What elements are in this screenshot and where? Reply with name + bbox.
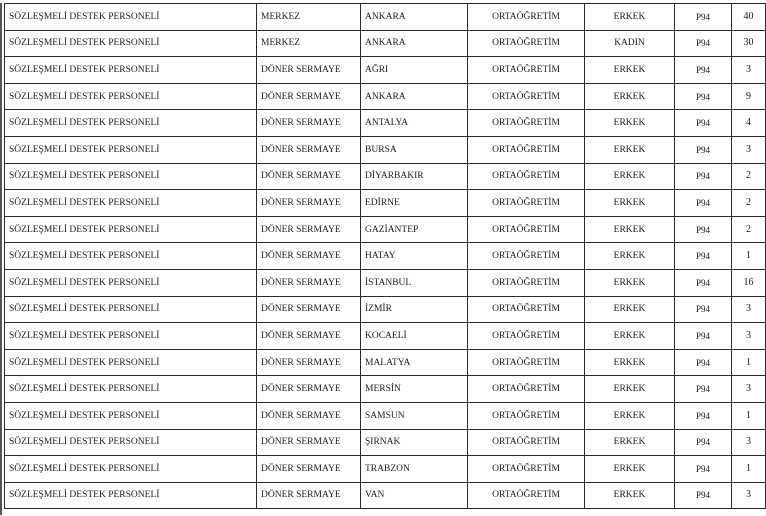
- province-cell: İZMİR: [361, 296, 468, 323]
- position-count-cell: 1: [732, 349, 766, 376]
- position-count-cell: 3: [732, 482, 766, 509]
- unit-cell: DÖNER SERMAYE: [257, 429, 361, 456]
- position-count-cell: 3: [732, 429, 766, 456]
- score-type-cell: P94: [675, 323, 732, 350]
- province-cell: ANKARA: [361, 83, 468, 110]
- position-count-cell: 1: [732, 402, 766, 429]
- table-row: [5, 30, 766, 57]
- education-level-cell: ORTAÖĞRETİM: [468, 296, 585, 323]
- gender-cell: ERKEK: [585, 136, 675, 163]
- table-row: [5, 456, 766, 483]
- gender-cell: ERKEK: [585, 216, 675, 243]
- unit-cell: MERKEZ: [257, 30, 361, 57]
- unit-cell: DÖNER SERMAYE: [257, 269, 361, 296]
- table-row: [5, 4, 766, 31]
- score-type-cell: P94: [675, 429, 732, 456]
- education-level-cell: ORTAÖĞRETİM: [468, 30, 585, 57]
- position-title-cell: SÖZLEŞMELİ DESTEK PERSONELİ: [5, 376, 257, 403]
- position-title-cell: SÖZLEŞMELİ DESTEK PERSONELİ: [5, 163, 257, 190]
- province-cell: SAMSUN: [361, 402, 468, 429]
- position-title-cell: SÖZLEŞMELİ DESTEK PERSONELİ: [5, 429, 257, 456]
- gender-cell: ERKEK: [585, 190, 675, 217]
- gender-cell: ERKEK: [585, 296, 675, 323]
- table-row: [5, 136, 766, 163]
- education-level-cell: ORTAÖĞRETİM: [468, 216, 585, 243]
- education-level-cell: ORTAÖĞRETİM: [468, 83, 585, 110]
- education-level-cell: ORTAÖĞRETİM: [468, 4, 585, 31]
- position-title-cell: SÖZLEŞMELİ DESTEK PERSONELİ: [5, 30, 257, 57]
- score-type-cell: P94: [675, 110, 732, 137]
- position-title-cell: SÖZLEŞMELİ DESTEK PERSONELİ: [5, 57, 257, 84]
- position-title-cell: SÖZLEŞMELİ DESTEK PERSONELİ: [5, 190, 257, 217]
- table-row: [5, 163, 766, 190]
- unit-cell: DÖNER SERMAYE: [257, 349, 361, 376]
- position-count-cell: 16: [732, 269, 766, 296]
- table-row: [5, 216, 766, 243]
- province-cell: MALATYA: [361, 349, 468, 376]
- table-row: [5, 376, 766, 403]
- position-title-cell: SÖZLEŞMELİ DESTEK PERSONELİ: [5, 243, 257, 270]
- position-title-cell: SÖZLEŞMELİ DESTEK PERSONELİ: [5, 296, 257, 323]
- position-count-cell: 30: [732, 30, 766, 57]
- education-level-cell: ORTAÖĞRETİM: [468, 456, 585, 483]
- score-type-cell: P94: [675, 482, 732, 509]
- score-type-cell: P94: [675, 83, 732, 110]
- position-title-cell: SÖZLEŞMELİ DESTEK PERSONELİ: [5, 349, 257, 376]
- position-title-cell: SÖZLEŞMELİ DESTEK PERSONELİ: [5, 136, 257, 163]
- province-cell: VAN: [361, 482, 468, 509]
- province-cell: ANTALYA: [361, 110, 468, 137]
- province-cell: EDİRNE: [361, 190, 468, 217]
- gender-cell: ERKEK: [585, 269, 675, 296]
- table-row: [5, 296, 766, 323]
- page-left-edge: [0, 3, 2, 515]
- education-level-cell: ORTAÖĞRETİM: [468, 110, 585, 137]
- province-cell: ANKARA: [361, 4, 468, 31]
- unit-cell: DÖNER SERMAYE: [257, 296, 361, 323]
- position-title-cell: SÖZLEŞMELİ DESTEK PERSONELİ: [5, 456, 257, 483]
- unit-cell: DÖNER SERMAYE: [257, 216, 361, 243]
- education-level-cell: ORTAÖĞRETİM: [468, 376, 585, 403]
- score-type-cell: P94: [675, 349, 732, 376]
- education-level-cell: ORTAÖĞRETİM: [468, 349, 585, 376]
- education-level-cell: ORTAÖĞRETİM: [468, 57, 585, 84]
- education-level-cell: ORTAÖĞRETİM: [468, 429, 585, 456]
- unit-cell: DÖNER SERMAYE: [257, 110, 361, 137]
- gender-cell: KADIN: [585, 30, 675, 57]
- position-title-cell: SÖZLEŞMELİ DESTEK PERSONELİ: [5, 482, 257, 509]
- province-cell: KOCAELİ: [361, 323, 468, 350]
- position-title-cell: SÖZLEŞMELİ DESTEK PERSONELİ: [5, 323, 257, 350]
- education-level-cell: ORTAÖĞRETİM: [468, 136, 585, 163]
- position-title-cell: SÖZLEŞMELİ DESTEK PERSONELİ: [5, 269, 257, 296]
- table-row: [5, 243, 766, 270]
- position-count-cell: 3: [732, 57, 766, 84]
- position-title-cell: SÖZLEŞMELİ DESTEK PERSONELİ: [5, 83, 257, 110]
- gender-cell: ERKEK: [585, 4, 675, 31]
- table-row: [5, 482, 766, 509]
- education-level-cell: ORTAÖĞRETİM: [468, 269, 585, 296]
- unit-cell: DÖNER SERMAYE: [257, 83, 361, 110]
- gender-cell: ERKEK: [585, 110, 675, 137]
- gender-cell: ERKEK: [585, 482, 675, 509]
- table-row: [5, 429, 766, 456]
- table-row: [5, 349, 766, 376]
- gender-cell: ERKEK: [585, 243, 675, 270]
- unit-cell: DÖNER SERMAYE: [257, 456, 361, 483]
- position-count-cell: 9: [732, 83, 766, 110]
- position-count-cell: 3: [732, 136, 766, 163]
- position-count-cell: 3: [732, 296, 766, 323]
- position-count-cell: 4: [732, 110, 766, 137]
- gender-cell: ERKEK: [585, 83, 675, 110]
- unit-cell: DÖNER SERMAYE: [257, 402, 361, 429]
- unit-cell: DÖNER SERMAYE: [257, 190, 361, 217]
- education-level-cell: ORTAÖĞRETİM: [468, 482, 585, 509]
- table-row: [5, 402, 766, 429]
- table-body: [5, 4, 766, 509]
- position-title-cell: SÖZLEŞMELİ DESTEK PERSONELİ: [5, 110, 257, 137]
- education-level-cell: ORTAÖĞRETİM: [468, 402, 585, 429]
- table-row: [5, 190, 766, 217]
- score-type-cell: P94: [675, 57, 732, 84]
- position-count-cell: 1: [732, 456, 766, 483]
- province-cell: TRABZON: [361, 456, 468, 483]
- province-cell: İSTANBUL: [361, 269, 468, 296]
- province-cell: HATAY: [361, 243, 468, 270]
- unit-cell: DÖNER SERMAYE: [257, 163, 361, 190]
- gender-cell: ERKEK: [585, 349, 675, 376]
- score-type-cell: P94: [675, 4, 732, 31]
- education-level-cell: ORTAÖĞRETİM: [468, 323, 585, 350]
- table-row: [5, 83, 766, 110]
- province-cell: MERSİN: [361, 376, 468, 403]
- score-type-cell: P94: [675, 30, 732, 57]
- province-cell: ANKARA: [361, 30, 468, 57]
- province-cell: ŞIRNAK: [361, 429, 468, 456]
- gender-cell: ERKEK: [585, 429, 675, 456]
- gender-cell: ERKEK: [585, 456, 675, 483]
- unit-cell: DÖNER SERMAYE: [257, 376, 361, 403]
- table-row: [5, 269, 766, 296]
- gender-cell: ERKEK: [585, 402, 675, 429]
- position-count-cell: 2: [732, 190, 766, 217]
- province-cell: AĞRI: [361, 57, 468, 84]
- gender-cell: ERKEK: [585, 376, 675, 403]
- position-count-cell: 3: [732, 323, 766, 350]
- position-count-cell: 3: [732, 376, 766, 403]
- position-count-cell: 2: [732, 216, 766, 243]
- position-count-cell: 2: [732, 163, 766, 190]
- unit-cell: DÖNER SERMAYE: [257, 57, 361, 84]
- score-type-cell: P94: [675, 163, 732, 190]
- score-type-cell: P94: [675, 456, 732, 483]
- education-level-cell: ORTAÖĞRETİM: [468, 163, 585, 190]
- unit-cell: DÖNER SERMAYE: [257, 136, 361, 163]
- gender-cell: ERKEK: [585, 323, 675, 350]
- score-type-cell: P94: [675, 136, 732, 163]
- education-level-cell: ORTAÖĞRETİM: [468, 190, 585, 217]
- gender-cell: ERKEK: [585, 57, 675, 84]
- unit-cell: DÖNER SERMAYE: [257, 323, 361, 350]
- unit-cell: MERKEZ: [257, 4, 361, 31]
- position-count-cell: 1: [732, 243, 766, 270]
- table-row: [5, 57, 766, 84]
- position-count-cell: 40: [732, 4, 766, 31]
- unit-cell: DÖNER SERMAYE: [257, 482, 361, 509]
- position-title-cell: SÖZLEŞMELİ DESTEK PERSONELİ: [5, 4, 257, 31]
- position-title-cell: SÖZLEŞMELİ DESTEK PERSONELİ: [5, 402, 257, 429]
- score-type-cell: P94: [675, 376, 732, 403]
- score-type-cell: P94: [675, 296, 732, 323]
- unit-cell: DÖNER SERMAYE: [257, 243, 361, 270]
- gender-cell: ERKEK: [585, 163, 675, 190]
- personnel-position-table: [4, 3, 766, 509]
- table-row: [5, 110, 766, 137]
- score-type-cell: P94: [675, 190, 732, 217]
- table-row: [5, 323, 766, 350]
- score-type-cell: P94: [675, 269, 732, 296]
- score-type-cell: P94: [675, 402, 732, 429]
- score-type-cell: P94: [675, 243, 732, 270]
- position-title-cell: SÖZLEŞMELİ DESTEK PERSONELİ: [5, 216, 257, 243]
- score-type-cell: P94: [675, 216, 732, 243]
- province-cell: BURSA: [361, 136, 468, 163]
- province-cell: DİYARBAKIR: [361, 163, 468, 190]
- education-level-cell: ORTAÖĞRETİM: [468, 243, 585, 270]
- province-cell: GAZİANTEP: [361, 216, 468, 243]
